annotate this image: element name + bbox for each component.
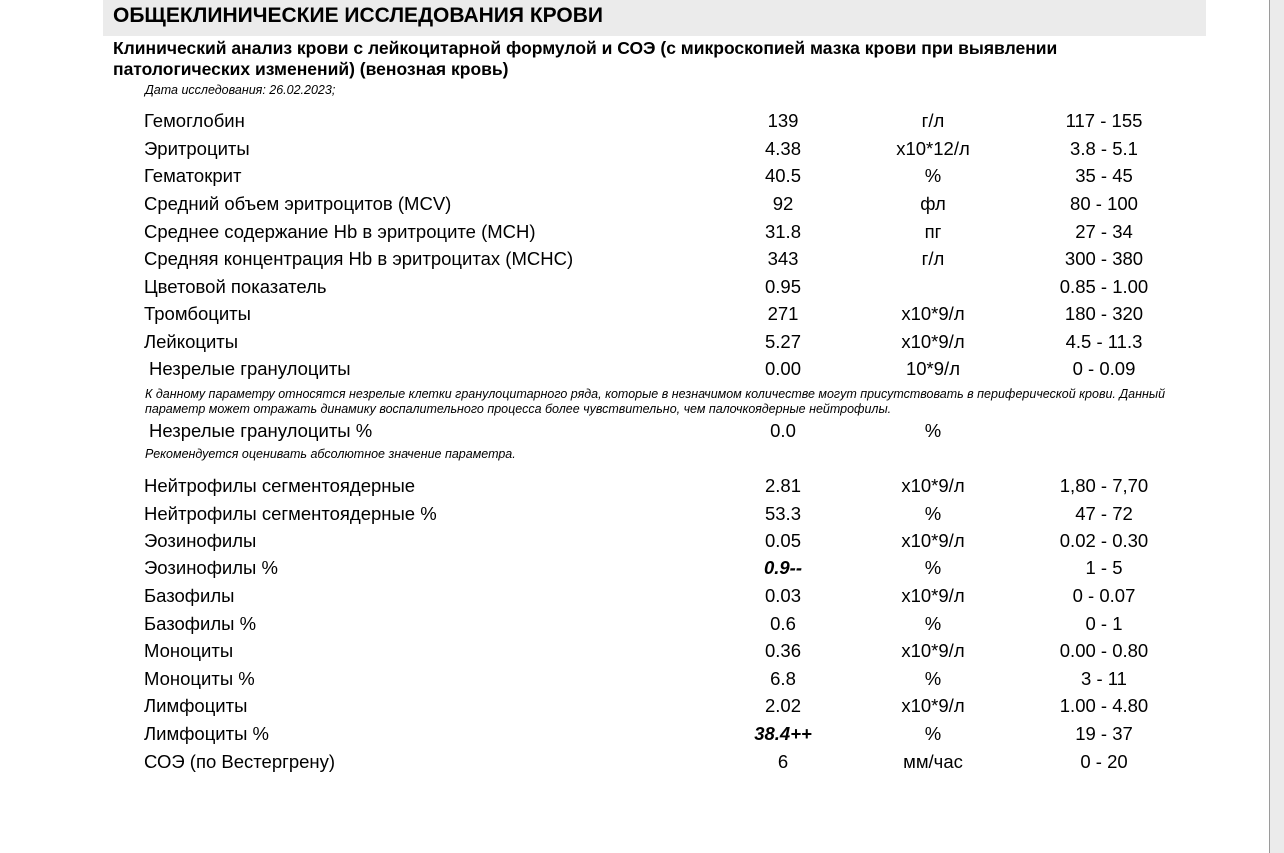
result-row-mchc	[0, 248, 1284, 274]
result-unit: пг	[924, 221, 942, 242]
result-reference-range: 4.5 - 11.3	[1065, 331, 1143, 352]
result-unit: x10*9/л	[901, 331, 965, 352]
result-unit: г/л	[921, 248, 945, 269]
result-unit: x10*9/л	[901, 640, 965, 661]
result-row-segmented-neutrophils	[0, 475, 1284, 501]
result-reference-range: 35 - 45	[1075, 165, 1133, 186]
result-name: Средний объем эритроцитов (MCV)	[144, 193, 452, 214]
result-unit: %	[924, 723, 942, 744]
result-name: Средняя концентрация Hb в эритроцитах (MCHC)	[144, 248, 574, 269]
result-value: 2.02	[764, 695, 801, 716]
result-name: Эозинофилы %	[144, 557, 278, 578]
result-name: Моноциты	[144, 640, 234, 661]
result-reference-range: 180 - 320	[1064, 303, 1144, 324]
result-reference-range: 1.00 - 4.80	[1059, 695, 1149, 716]
result-value: 0.36	[764, 640, 801, 661]
result-name: Тромбоциты	[144, 303, 251, 324]
result-value: 92	[772, 193, 794, 214]
result-unit: %	[924, 165, 942, 186]
result-reference-range: 3 - 11	[1081, 668, 1127, 689]
result-name: СОЭ (по Вестергрену)	[144, 751, 336, 772]
result-name: Эритроциты	[144, 138, 250, 159]
result-name: Нейтрофилы сегментоядерные	[144, 475, 416, 496]
result-value: 6	[777, 751, 789, 772]
result-reference-range: 0 - 0.07	[1072, 585, 1136, 606]
result-name: Среднее содержание Hb в эритроците (MCH)	[144, 221, 536, 242]
result-reference-range: 3.8 - 5.1	[1070, 138, 1138, 159]
result-row-monocytes	[0, 640, 1284, 666]
result-unit: %	[924, 420, 942, 441]
result-unit: мм/час	[903, 751, 963, 772]
result-row-eosinophils-pct	[0, 557, 1284, 583]
result-value-flagged-low: 0.9--	[763, 557, 803, 578]
result-reference-range: 0.02 - 0.30	[1059, 530, 1149, 551]
result-unit: x10*12/л	[896, 138, 970, 159]
result-value: 53.3	[764, 503, 801, 524]
result-reference-range: 47 - 72	[1075, 503, 1133, 524]
result-reference-range: 117 - 155	[1065, 110, 1143, 131]
note-immature-granulocytes: К данному параметру относятся незрелые клетки гранулоцитарного ряда, которые в незначимом количестве могут присутствовать в периферической крови. Данный параметр может отражать динамику воспалительного процесса более чувствительно, чем палочкоядерные нейтрофилы.	[145, 387, 1166, 416]
result-name: Эозинофилы	[144, 530, 257, 551]
result-name: Незрелые гранулоциты %	[149, 420, 373, 441]
result-name: Лимфоциты	[144, 695, 248, 716]
result-name: Моноциты %	[144, 668, 255, 689]
result-row-lymphocytes-pct	[0, 723, 1284, 749]
result-unit: 10*9/л	[905, 358, 960, 379]
result-reference-range: 0 - 1	[1085, 613, 1123, 634]
result-name: Базофилы %	[144, 613, 257, 634]
result-reference-range: 19 - 37	[1075, 723, 1133, 744]
result-reference-range: 0 - 20	[1080, 751, 1128, 772]
result-name: Лейкоциты	[144, 331, 239, 352]
result-value-flagged-high: 38.4++	[754, 723, 812, 744]
result-row-mcv	[0, 193, 1284, 219]
result-unit: x10*9/л	[901, 695, 965, 716]
analysis-title: Клинический анализ крови с лейкоцитарной формулой и СОЭ (с микроскопией мазка крови при выявлении патологических изменений) (венозная кровь)	[113, 38, 1058, 79]
result-reference-range: 27 - 34	[1075, 221, 1133, 242]
result-name: Незрелые гранулоциты	[149, 358, 351, 379]
result-row-esr	[0, 751, 1284, 777]
result-unit: x10*9/л	[901, 530, 965, 551]
study-date: Дата исследования: 26.02.2023;	[145, 83, 336, 97]
result-unit: %	[924, 668, 942, 689]
result-row-platelets	[0, 303, 1284, 329]
result-unit: %	[924, 557, 942, 578]
result-row-erythrocytes	[0, 138, 1284, 164]
result-value: 5.27	[764, 331, 801, 352]
result-row-lymphocytes	[0, 695, 1284, 721]
result-row-mch	[0, 221, 1284, 247]
result-row-immature-granulocytes-pct	[0, 420, 1284, 446]
result-reference-range: 1,80 - 7,70	[1059, 475, 1149, 496]
result-row-monocytes-pct	[0, 668, 1284, 694]
result-unit: %	[924, 503, 942, 524]
result-value: 0.0	[770, 420, 796, 441]
note-immature-granulocytes-pct: Рекомендуется оценивать абсолютное значение параметра.	[145, 447, 516, 461]
result-name: Нейтрофилы сегментоядерные %	[144, 503, 437, 524]
result-row-color-index	[0, 276, 1284, 302]
result-row-segmented-neutrophils-pct	[0, 503, 1284, 529]
result-unit: г/л	[921, 110, 945, 131]
result-name: Базофилы	[144, 585, 235, 606]
result-value: 139	[767, 110, 799, 131]
result-unit: x10*9/л	[901, 475, 965, 496]
result-unit: x10*9/л	[901, 303, 965, 324]
result-unit: %	[924, 613, 942, 634]
result-row-basophils-pct	[0, 613, 1284, 639]
result-value: 0.05	[764, 530, 801, 551]
result-row-basophils	[0, 585, 1284, 611]
result-value: 40.5	[764, 165, 801, 186]
result-row-hemoglobin	[0, 110, 1284, 136]
result-name: Гематокрит	[144, 165, 242, 186]
result-name: Гемоглобин	[144, 110, 245, 131]
result-value: 31.8	[764, 221, 801, 242]
result-reference-range: 0.00 - 0.80	[1059, 640, 1149, 661]
result-row-leukocytes	[0, 331, 1284, 357]
result-value: 0.03	[764, 585, 801, 606]
result-value: 4.38	[764, 138, 801, 159]
result-name: Цветовой показатель	[144, 276, 327, 297]
result-unit: x10*9/л	[901, 585, 965, 606]
result-row-eosinophils	[0, 530, 1284, 556]
result-value: 6.8	[770, 668, 796, 689]
result-row-hematocrit	[0, 165, 1284, 191]
result-reference-range: 80 - 100	[1070, 193, 1138, 214]
result-value: 0.6	[770, 613, 796, 634]
result-value: 2.81	[764, 475, 801, 496]
result-value: 0.00	[764, 358, 801, 379]
result-value: 0.95	[764, 276, 801, 297]
result-name: Лимфоциты %	[144, 723, 269, 744]
result-reference-range: 1 - 5	[1085, 557, 1123, 578]
result-reference-range: 0 - 0.09	[1072, 358, 1136, 379]
result-unit: фл	[920, 193, 946, 214]
result-reference-range: 0.85 - 1.00	[1059, 276, 1149, 297]
result-value: 271	[767, 303, 799, 324]
section-title: ОБЩЕКЛИНИЧЕСКИЕ ИССЛЕДОВАНИЯ КРОВИ	[113, 4, 603, 27]
result-reference-range: 300 - 380	[1064, 248, 1144, 269]
result-row-immature-granulocytes	[0, 358, 1284, 384]
result-value: 343	[767, 248, 799, 269]
